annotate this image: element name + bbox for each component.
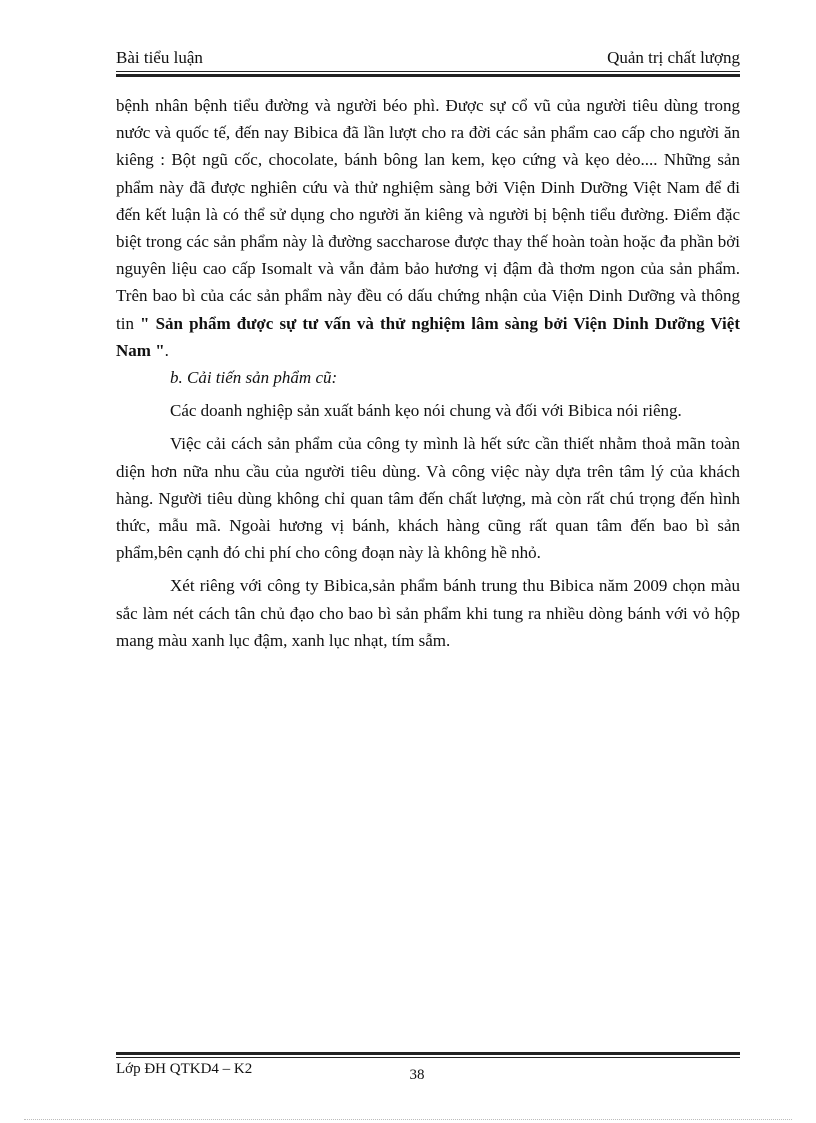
footer-rule-thick bbox=[116, 1052, 740, 1055]
header-rule-thin bbox=[116, 71, 740, 72]
paragraph-3: Việc cải cách sản phẩm của công ty mình là hết sức cần thiết nhằm thoả mãn toàn diện hơn nữa nhu cầu của người tiêu dùng. Và công việc này dựa trên tâm lý của khách hàng. Người tiêu dùng không chỉ quan tâm đến chất lượng, mà còn rất chú trọng đến hình thức, mẫu mã. Ngoài hương vị bánh, khách hàng cũng rất quan tâm đến bao bì sản phẩm,bên cạnh đó chi phí cho công đoạn này là không hề nhỏ. bbox=[116, 434, 740, 563]
document-body bbox=[116, 92, 740, 654]
footer-rule-thin bbox=[116, 1057, 740, 1058]
page-header bbox=[116, 48, 740, 68]
paragraph-2: Các doanh nghiệp sản xuất bánh kẹo nói chung và đối với Bibica nói riêng. bbox=[170, 401, 682, 421]
paragraph-1-text: bệnh nhân bệnh tiểu đường và người béo phì. Được sự cổ vũ của người tiêu dùng trong nước và quốc tế, đến nay Bibica đã lần lượt cho ra đời các sản phẩm cao cấp cho người ăn kiêng : Bột ngũ cốc, chocolate, bánh bông lan kem, kẹo cứng và kẹo dẻo.... Những sản phẩm này đã được nghiên cứu và thử nghiệm sàng bởi Viện Dinh Dưỡng Việt Nam để đi đến kết luận là có thể sử dụng cho người ăn kiêng và người bị bệnh tiểu đường. Điểm đặc biệt trong các sản phẩm này là đường saccharose được thay thế hoàn toàn hoặc đa phần bởi nguyên liệu cao cấp Isomalt và vẫn đảm bảo hương vị đậm đà thơm ngon của sản phẩm. Trên bao bì của các sản phẩm này đều có dấu chứng nhận của Viện Dinh Dưỡng và thông tin bbox=[116, 96, 740, 333]
page-bottom-border bbox=[24, 1119, 792, 1120]
header-right-title: Quản trị chất lượng bbox=[607, 48, 740, 67]
paragraph-1-end: . bbox=[164, 340, 169, 360]
header-left-title: Bài tiểu luận bbox=[116, 48, 203, 67]
page-number: 38 bbox=[409, 1067, 425, 1083]
paragraph-4: Xét riêng với công ty Bibica,sản phẩm bánh trung thu Bibica năm 2009 chọn màu sắc làm nét cách tân chủ đạo cho bao bì sản phẩm khi tung ra nhiều dòng bánh với vỏ hộp mang màu xanh lục đậm, xanh lục nhạt, tím sẫm. bbox=[116, 576, 740, 650]
paragraph-1-bold-quote: " Sản phẩm được sự tư vấn và thử nghiệm lâm sàng bởi Viện Dinh Dưỡng Việt Nam " bbox=[116, 313, 740, 360]
footer-class-label: Lớp ĐH QTKD4 – K2 bbox=[116, 1061, 253, 1077]
header-rule-thick bbox=[116, 74, 740, 77]
section-heading: b. Cải tiến sản phẩm cũ: bbox=[170, 368, 338, 388]
paragraph-1 bbox=[116, 92, 740, 364]
